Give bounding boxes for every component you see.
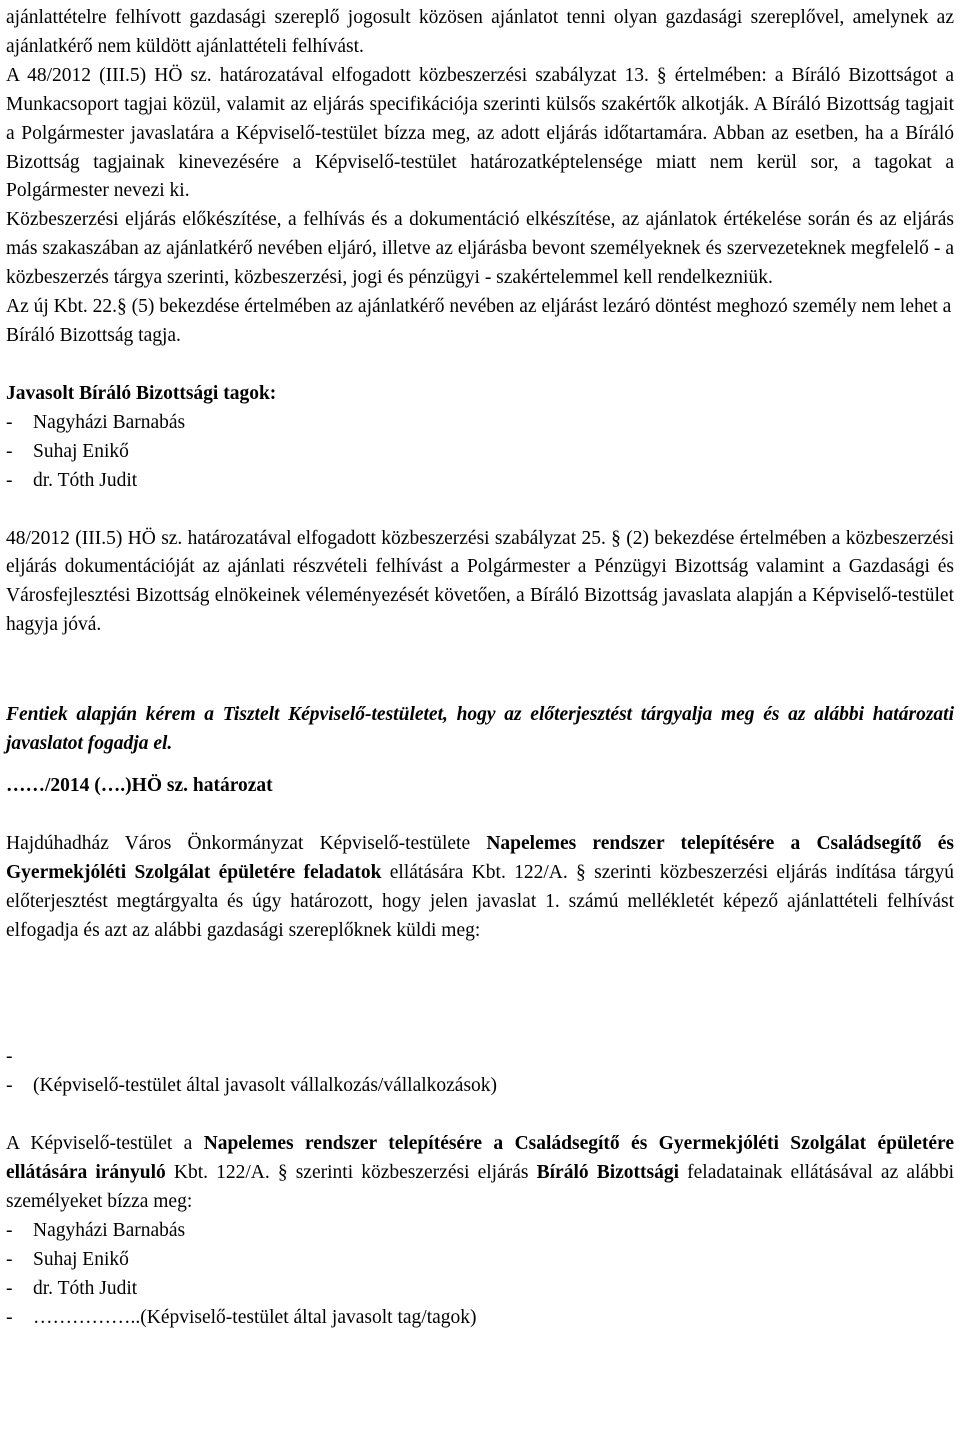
paragraph-kbt-22: Az új Kbt. 22.§ (5) bekezdése értelmében az ajánlatkérő nevében az eljárást lezáró döntést meghozó személy nem lehet a Bíráló Bizottság tagja.	[6, 296, 952, 346]
paragraph-procurement-expertise: Közbeszerzési eljárás előkészítése, a felhívás és a dokumentáció elkészítése, az ajánlatok értékelése során és az eljárás más szakaszában az ajánlatkérő nevében eljáró, illetve az eljárásba bevont személyeknek és szervezeteknek megfelelő - a közbeszerzés tárgya szerinti, közbeszerzési, jogi és pénzügyi - szakértelemmel kell rendelkezniük.	[6, 209, 954, 289]
list-item: - Suhaj Enikő	[6, 1248, 129, 1270]
paragraph-resolution-body: Hajdúhadház Város Önkormányzat Képviselő-testülete Napelemes rendszer telepítésére a Családsegítő és Gyermekjóléti Szolgálat épületére feladatok ellátására Kbt. 122/A. § szerinti közbeszerzési eljárás indítása tárgyú előterjesztést megtárgyalta és úgy határozott, hogy jelen javaslat 1. számú mellékletét képező ajánlattételi felhívást elfogadja és azt az alábbi gazdasági szereplőknek küldi meg:	[6, 832, 954, 941]
list-item: -	[6, 1046, 13, 1068]
paragraph-approval-rules: 48/2012 (III.5) HÖ sz. határozatával elfogadott közbeszerzési szabályzat 25. § (2) bekezdése értelmében a közbeszerzési eljárás dokumentációját az ajánlati részvételi felhívást a Polgármester a Pénzügyi Bizottság valamint a Gazdasági és Városfejlesztési Bizottság elnökeinek véleményezését követően, a Bíráló Bizottság javaslata alapján a Képviselő-testület hagyja jóvá.	[6, 527, 954, 636]
members-heading: Javasolt Bíráló Bizottsági tagok:	[6, 382, 277, 404]
resolution-title: ……/2014 (….)HÖ sz. határozat	[6, 774, 273, 796]
paragraph-evaluation-committee-rules: A 48/2012 (III.5) HÖ sz. határozatával elfogadott közbeszerzési szabályzat 13. § értelmében: a Bíráló Bizottságot a Munkacsoport tagjai közül, valamit az eljárás specifikációja szerinti külsős szakértők alkotják. A Bíráló Bizottság tagjait a Polgármester javaslatára a Képviselő-testület bízza meg, az adott eljárás időtartamára. Abban az esetben, ha a Bíráló Bizottság tagjainak kinevezésére a Képviselő-testület határozatképtelensége miatt nem kerül sor, a tagokat a Polgármester nevezi ki.	[6, 64, 954, 202]
list-item: - (Képviselő-testület által javasolt vállalkozás/vállalkozások)	[6, 1075, 498, 1097]
list-item: - Nagyházi Barnabás	[6, 411, 186, 433]
list-item: - dr. Tóth Judit	[6, 469, 138, 491]
paragraph-committee-assignment: A Képviselő-testület a Napelemes rendszer telepítésére a Családsegítő és Gyermekjóléti Szolgálat épületére ellátására irányuló Kbt. 122/A. § szerinti közbeszerzési eljárás Bíráló Bizottsági feladatainak ellátásával az alábbi személyeket bízza meg:	[6, 1133, 954, 1213]
member-list-2	[6, 1217, 954, 1333]
list-item: - Nagyházi Barnabás	[6, 1220, 186, 1241]
bidder-list	[6, 1043, 954, 1101]
list-item: - ……………..(Képviselő-testület által javasolt tag/tagok)	[6, 1306, 477, 1328]
paragraph-bidders-joint-offer: ajánlattételre felhívott gazdasági szereplő jogosult közösen ajánlatot tenni olyan gazdasági szereplővel, amelynek az ajánlatkérő nem küldött ajánlattételi felhívást.	[6, 7, 954, 57]
request-paragraph: Fentiek alapján kérem a Tisztelt Képviselő-testületet, hogy az előterjesztést tárgyalja meg és az alábbi határozati javaslatot fogadja el.	[6, 704, 954, 755]
list-item: - Suhaj Enikő	[6, 440, 129, 462]
list-item: - dr. Tóth Judit	[6, 1277, 138, 1299]
member-list-1	[6, 409, 954, 496]
